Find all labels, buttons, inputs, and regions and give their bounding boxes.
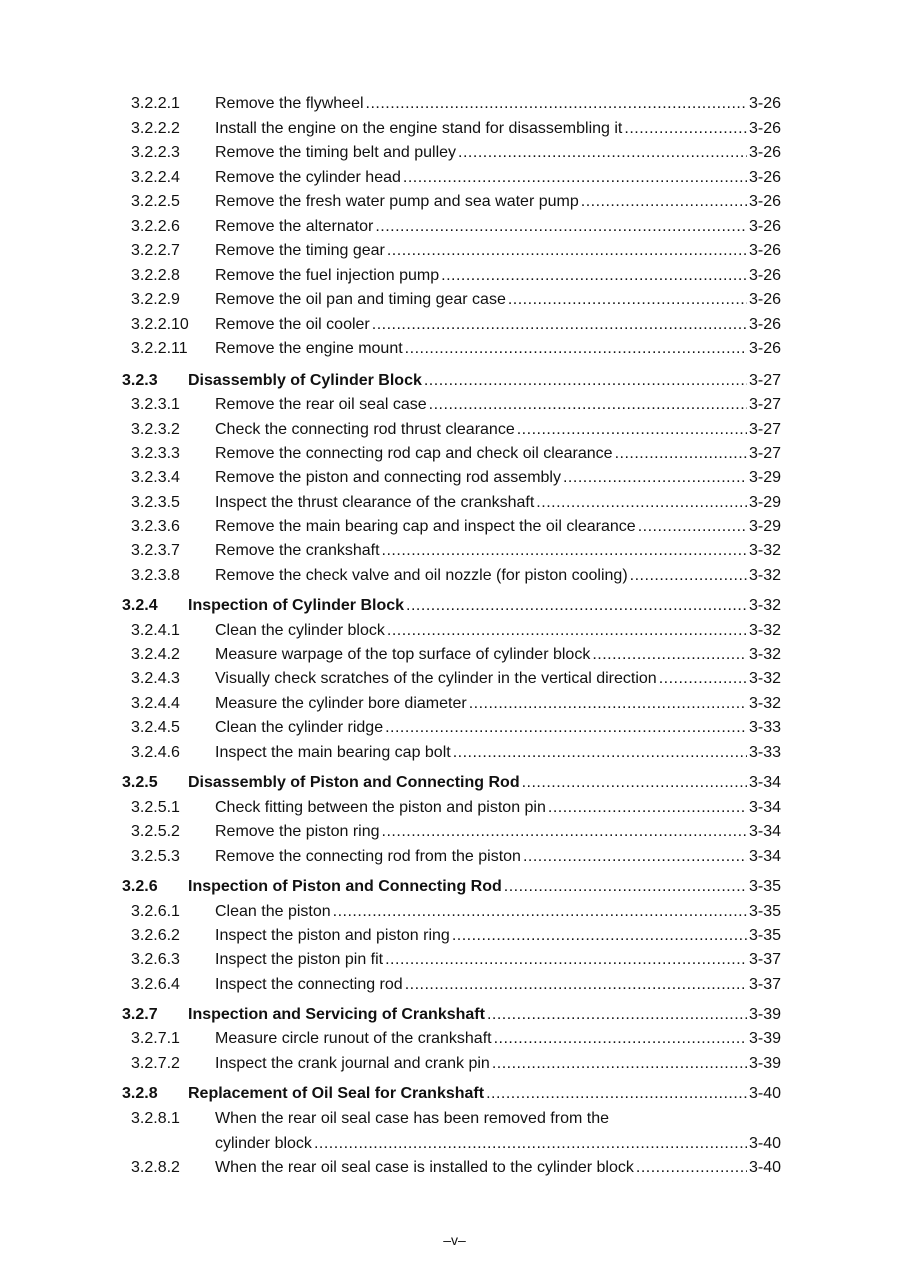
toc-entry-title: Remove the fuel injection pump xyxy=(215,267,440,284)
toc-subsection-row xyxy=(0,418,909,442)
toc-entry-line xyxy=(215,1027,781,1051)
toc-entry-title: Remove the main bearing cap and inspect the oil clearance xyxy=(215,518,636,535)
toc-entry-line xyxy=(215,924,781,948)
toc-entry-number: 3.2.2.5 xyxy=(131,193,180,210)
toc-entry-title: Remove the oil cooler xyxy=(215,316,370,333)
toc-entry-title: Inspection of Cylinder Block xyxy=(188,597,405,614)
toc-entry-line xyxy=(215,393,781,417)
toc-entry-title: Inspection and Servicing of Crankshaft xyxy=(188,1006,485,1023)
toc-subsection-row xyxy=(0,900,909,924)
toc-subsection-row xyxy=(0,539,909,563)
toc-subsection-row xyxy=(0,141,909,165)
dot-leader xyxy=(581,190,747,214)
toc-entry-page: 3-26 xyxy=(748,120,781,137)
dot-leader xyxy=(630,564,747,588)
dot-leader xyxy=(504,875,747,899)
toc-entry-line xyxy=(215,442,781,466)
dot-leader xyxy=(385,716,747,740)
toc-subsection-row xyxy=(0,692,909,716)
toc-entry-page: 3-34 xyxy=(748,774,781,791)
toc-entry-page: 3-33 xyxy=(748,719,781,736)
toc-entry-title-line1: When the rear oil seal case has been removed from the xyxy=(215,1110,609,1127)
toc-subsection-row xyxy=(0,820,909,844)
toc-entry-title: Visually check scratches of the cylinder in the vertical direction xyxy=(215,670,657,687)
toc-entry-line xyxy=(215,491,781,515)
toc-entry-page: 3-33 xyxy=(748,744,781,761)
toc-entry-number: 3.2.2.8 xyxy=(131,267,180,284)
toc-entry-line xyxy=(215,539,781,563)
toc-entry-title: Remove the timing gear xyxy=(215,242,385,259)
toc-entry-title: Remove the connecting rod cap and check oil clearance xyxy=(215,445,613,462)
toc-entry-line xyxy=(215,796,781,820)
toc-entry-line xyxy=(215,741,781,765)
dot-leader xyxy=(382,539,747,563)
toc-entry-title: Disassembly of Piston and Connecting Rod xyxy=(188,774,520,791)
dot-leader xyxy=(563,466,747,490)
toc-entry-line xyxy=(188,369,781,393)
toc-entry-page: 3-26 xyxy=(748,242,781,259)
toc-entry-page: 3-35 xyxy=(748,878,781,895)
toc-subsection-row xyxy=(0,190,909,214)
toc-entry-number: 3.2.3.3 xyxy=(131,445,180,462)
toc-entry-page: 3-32 xyxy=(748,622,781,639)
dot-leader xyxy=(548,796,747,820)
toc-entry-line xyxy=(215,845,781,869)
toc-subsection-row xyxy=(0,166,909,190)
toc-subsection-row xyxy=(0,264,909,288)
toc-entry-title: Check fitting between the piston and piston pin xyxy=(215,799,546,816)
toc-entry-line xyxy=(215,466,781,490)
dot-leader xyxy=(638,515,747,539)
toc-entry-line xyxy=(215,900,781,924)
toc-entry-number: 3.2.2.11 xyxy=(131,340,188,357)
toc-entry-page: 3-34 xyxy=(748,799,781,816)
toc-entry-page: 3-26 xyxy=(748,291,781,308)
dot-leader xyxy=(424,369,747,393)
toc-entry-title: Remove the crankshaft xyxy=(215,542,380,559)
toc-entry-number: 3.2.2.10 xyxy=(131,316,189,333)
toc-entry-title: Remove the engine mount xyxy=(215,340,403,357)
toc-entry-title: Install the engine on the engine stand for disassembling it xyxy=(215,120,623,137)
toc-entry-line xyxy=(215,667,781,691)
toc-entry-line xyxy=(215,313,781,337)
toc-subsection-row xyxy=(0,564,909,588)
dot-leader xyxy=(372,313,747,337)
toc-entry-title: Clean the cylinder block xyxy=(215,622,385,639)
dot-leader xyxy=(615,442,747,466)
dot-leader xyxy=(523,845,747,869)
toc-entry-number: 3.2.3.7 xyxy=(131,542,180,559)
toc-entry-number: 3.2.3.1 xyxy=(131,396,180,413)
toc-entry-page: 3-29 xyxy=(748,494,781,511)
toc-entry-title: Measure circle runout of the crankshaft xyxy=(215,1030,492,1047)
toc-entry-line xyxy=(215,564,781,588)
dot-leader xyxy=(486,1082,747,1106)
toc-section-row xyxy=(0,1082,909,1106)
dot-leader xyxy=(314,1132,747,1156)
toc-entry-page: 3-40 xyxy=(748,1085,781,1102)
toc-subsection-row xyxy=(0,667,909,691)
toc-entry-number: 3.2.2.7 xyxy=(131,242,180,259)
toc-entry-number: 3.2.2.3 xyxy=(131,144,180,161)
dot-leader xyxy=(387,239,747,263)
toc-entry-number: 3.2.4.3 xyxy=(131,670,180,687)
toc-entry-number: 3.2.7.2 xyxy=(131,1055,180,1072)
toc-entry-page: 3-26 xyxy=(748,193,781,210)
toc-entry-title: Inspect the piston and piston ring xyxy=(215,927,450,944)
toc-entry-page: 3-39 xyxy=(748,1055,781,1072)
toc-entry-number: 3.2.7 xyxy=(122,1006,158,1023)
toc-entry-title: Remove the fresh water pump and sea water pump xyxy=(215,193,579,210)
toc-entry-title: Inspect the thrust clearance of the crankshaft xyxy=(215,494,535,511)
toc-subsection-row xyxy=(0,716,909,740)
toc-entry-number: 3.2.2.6 xyxy=(131,218,180,235)
toc-entry-title: Remove the oil pan and timing gear case xyxy=(215,291,506,308)
toc-entry-line xyxy=(215,141,781,165)
dot-leader xyxy=(508,288,747,312)
toc-entry-page: 3-39 xyxy=(748,1006,781,1023)
toc-entry-page: 3-40 xyxy=(748,1159,781,1176)
toc-entry-number: 3.2.2.9 xyxy=(131,291,180,308)
dot-leader xyxy=(405,337,747,361)
toc-entry-title: cylinder block xyxy=(215,1135,312,1152)
toc-entry-line xyxy=(215,1132,781,1156)
toc-entry-page: 3-27 xyxy=(748,445,781,462)
toc-entry-page: 3-27 xyxy=(748,396,781,413)
toc-entry-title: Measure the cylinder bore diameter xyxy=(215,695,467,712)
toc-entry-number: 3.2.2.1 xyxy=(131,95,180,112)
toc-entry-title: Replacement of Oil Seal for Crankshaft xyxy=(188,1085,485,1102)
toc-entry-line xyxy=(215,166,781,190)
toc-entry-line xyxy=(215,948,781,972)
toc-entry-page: 3-39 xyxy=(748,1030,781,1047)
toc-entry-page: 3-26 xyxy=(748,144,781,161)
dot-leader xyxy=(469,692,747,716)
toc-entry-title: Remove the connecting rod from the piston xyxy=(215,848,521,865)
toc-entry-number: 3.2.5.1 xyxy=(131,799,180,816)
toc-entry-title: Remove the rear oil seal case xyxy=(215,396,427,413)
toc-entry-title: Inspect the crank journal and crank pin xyxy=(215,1055,490,1072)
toc-entry-title: Remove the alternator xyxy=(215,218,374,235)
toc-entry-number: 3.2.5.3 xyxy=(131,848,180,865)
toc-entry-page: 3-26 xyxy=(748,95,781,112)
toc-entry-page: 3-37 xyxy=(748,951,781,968)
toc-entry-number: 3.2.3 xyxy=(122,372,158,389)
toc-entry-number: 3.2.4.4 xyxy=(131,695,180,712)
toc-entry-number: 3.2.4.6 xyxy=(131,744,180,761)
toc-entry-title: Inspect the piston pin fit xyxy=(215,951,384,968)
dot-leader xyxy=(492,1052,747,1076)
toc-entry-title: Measure warpage of the top surface of cylinder block xyxy=(215,646,591,663)
toc-entry-number: 3.2.4.5 xyxy=(131,719,180,736)
toc-entry-number: 3.2.3.4 xyxy=(131,469,180,486)
toc-subsection-row xyxy=(0,643,909,667)
toc-entry-line xyxy=(215,92,781,116)
toc-section-row xyxy=(0,771,909,795)
toc-entry-line xyxy=(188,1003,781,1027)
toc-entry-title: When the rear oil seal case is installed to the cylinder block xyxy=(215,1159,634,1176)
dot-leader xyxy=(494,1027,747,1051)
toc-entry-line xyxy=(215,418,781,442)
toc-entry-line xyxy=(215,973,781,997)
dot-leader xyxy=(487,1003,747,1027)
toc-entry-number: 3.2.3.8 xyxy=(131,567,180,584)
toc-subsection-row xyxy=(0,1052,909,1076)
toc-entry-line xyxy=(188,1082,781,1106)
toc-entry-line xyxy=(215,239,781,263)
toc-section-row xyxy=(0,594,909,618)
toc-entry-page: 3-32 xyxy=(748,597,781,614)
toc-entry-page: 3-29 xyxy=(748,469,781,486)
toc-subsection-row xyxy=(0,924,909,948)
toc-entry-number: 3.2.8 xyxy=(122,1085,158,1102)
toc-entry-line xyxy=(215,716,781,740)
toc-entry-page: 3-27 xyxy=(748,421,781,438)
toc-entry-title: Inspection of Piston and Connecting Rod xyxy=(188,878,502,895)
toc-entry-line xyxy=(215,288,781,312)
toc-entry-line xyxy=(215,337,781,361)
dot-leader xyxy=(453,741,747,765)
dot-leader xyxy=(385,948,747,972)
toc-entry-title: Remove the check valve and oil nozzle (for piston cooling) xyxy=(215,567,628,584)
toc-entry-line xyxy=(188,771,781,795)
dot-leader xyxy=(406,594,747,618)
toc-entry-title: Inspect the connecting rod xyxy=(215,976,403,993)
toc-entry-number: 3.2.7.1 xyxy=(131,1030,180,1047)
toc-subsection-row xyxy=(0,1107,909,1155)
toc-subsection-row xyxy=(0,337,909,361)
dot-leader xyxy=(382,820,747,844)
dot-leader xyxy=(636,1156,747,1180)
dot-leader xyxy=(452,924,747,948)
toc-section-row xyxy=(0,1003,909,1027)
toc-entry-title: Remove the piston ring xyxy=(215,823,380,840)
toc-entry-page: 3-35 xyxy=(748,927,781,944)
toc-subsection-row xyxy=(0,466,909,490)
dot-leader xyxy=(387,619,747,643)
toc-entry-line xyxy=(215,1156,781,1180)
dot-leader xyxy=(522,771,747,795)
toc-entry-page: 3-32 xyxy=(748,567,781,584)
dot-leader xyxy=(405,973,747,997)
toc-subsection-row xyxy=(0,741,909,765)
toc-entry-number: 3.2.8.2 xyxy=(131,1159,180,1176)
dot-leader xyxy=(375,215,747,239)
toc-entry-title: Disassembly of Cylinder Block xyxy=(188,372,422,389)
toc-entry-line xyxy=(215,692,781,716)
toc-entry-page: 3-29 xyxy=(748,518,781,535)
toc-subsection-row xyxy=(0,393,909,417)
toc-entry-page: 3-32 xyxy=(748,670,781,687)
toc-entry-title: Remove the piston and connecting rod assembly xyxy=(215,469,561,486)
toc-entry-page: 3-32 xyxy=(748,542,781,559)
toc-entry-number: 3.2.5 xyxy=(122,774,158,791)
toc-entry-title: Inspect the main bearing cap bolt xyxy=(215,744,451,761)
dot-leader xyxy=(536,491,747,515)
toc-subsection-row xyxy=(0,239,909,263)
toc-entry-line xyxy=(188,594,781,618)
toc-entry-number: 3.2.6.3 xyxy=(131,951,180,968)
toc-subsection-row xyxy=(0,313,909,337)
toc-subsection-row xyxy=(0,619,909,643)
toc-entry-page: 3-35 xyxy=(748,903,781,920)
toc-entry-number: 3.2.2.4 xyxy=(131,169,180,186)
toc-entry-number: 3.2.4.1 xyxy=(131,622,180,639)
toc-subsection-row xyxy=(0,973,909,997)
toc-entry-line xyxy=(215,190,781,214)
toc-entry-number: 3.2.2.2 xyxy=(131,120,180,137)
toc-entry-number: 3.2.4 xyxy=(122,597,158,614)
dot-leader xyxy=(592,643,747,667)
toc-entry-page: 3-34 xyxy=(748,823,781,840)
page-number: –v– xyxy=(443,1232,466,1248)
toc-entry-page: 3-34 xyxy=(748,848,781,865)
toc-entry-number: 3.2.6.4 xyxy=(131,976,180,993)
dot-leader xyxy=(403,166,747,190)
dot-leader xyxy=(659,667,747,691)
toc-entry-line xyxy=(215,515,781,539)
toc-entry-page: 3-26 xyxy=(748,218,781,235)
toc-entry-page: 3-32 xyxy=(748,646,781,663)
toc-entry-page: 3-27 xyxy=(748,372,781,389)
dot-leader xyxy=(333,900,747,924)
toc-entry-line xyxy=(188,875,781,899)
toc-subsection-row xyxy=(0,1027,909,1051)
toc-entry-page: 3-26 xyxy=(748,316,781,333)
toc-entry-line xyxy=(215,643,781,667)
toc-entry-number: 3.2.4.2 xyxy=(131,646,180,663)
toc-entry-page: 3-26 xyxy=(748,340,781,357)
toc-entry-title: Check the connecting rod thrust clearance xyxy=(215,421,515,438)
toc-subsection-row xyxy=(0,1156,909,1180)
dot-leader xyxy=(624,117,747,141)
toc-subsection-row xyxy=(0,948,909,972)
toc-entry-title: Remove the timing belt and pulley xyxy=(215,144,457,161)
toc-subsection-row xyxy=(0,796,909,820)
toc-entry-page: 3-37 xyxy=(748,976,781,993)
toc-entry-line xyxy=(215,619,781,643)
toc-entry-line xyxy=(215,820,781,844)
toc-entry-title: Clean the cylinder ridge xyxy=(215,719,384,736)
toc-entry-line xyxy=(215,117,781,141)
toc-section-row xyxy=(0,875,909,899)
toc-entry-page: 3-26 xyxy=(748,169,781,186)
toc-entry-line xyxy=(215,1052,781,1076)
toc-entry-title: Remove the flywheel xyxy=(215,95,364,112)
toc-subsection-row xyxy=(0,845,909,869)
toc-entry-page: 3-26 xyxy=(748,267,781,284)
toc-subsection-row xyxy=(0,515,909,539)
dot-leader xyxy=(429,393,747,417)
toc-section-row xyxy=(0,369,909,393)
toc-entry-number: 3.2.3.5 xyxy=(131,494,180,511)
dot-leader xyxy=(366,92,747,116)
toc-entry-number: 3.2.6 xyxy=(122,878,158,895)
toc-subsection-row xyxy=(0,288,909,312)
dot-leader xyxy=(458,141,747,165)
toc-subsection-row xyxy=(0,92,909,116)
toc-subsection-row xyxy=(0,215,909,239)
toc-entry-line xyxy=(215,215,781,239)
toc-entry-page: 3-40 xyxy=(748,1135,781,1152)
toc-entry-number: 3.2.6.2 xyxy=(131,927,180,944)
toc-entry-number: 3.2.6.1 xyxy=(131,903,180,920)
toc-entry-page: 3-32 xyxy=(748,695,781,712)
toc-subsection-row xyxy=(0,491,909,515)
toc-subsection-row xyxy=(0,117,909,141)
toc-entry-title: Remove the cylinder head xyxy=(215,169,401,186)
toc-subsection-row xyxy=(0,442,909,466)
toc-entry-number: 3.2.3.6 xyxy=(131,518,180,535)
dot-leader xyxy=(517,418,747,442)
toc-entry-title: Clean the piston xyxy=(215,903,331,920)
toc-entry-number: 3.2.3.2 xyxy=(131,421,180,438)
toc-entry-number: 3.2.8.1 xyxy=(131,1110,180,1127)
toc-entry-line xyxy=(215,264,781,288)
toc-entry-number: 3.2.5.2 xyxy=(131,823,180,840)
dot-leader xyxy=(441,264,747,288)
